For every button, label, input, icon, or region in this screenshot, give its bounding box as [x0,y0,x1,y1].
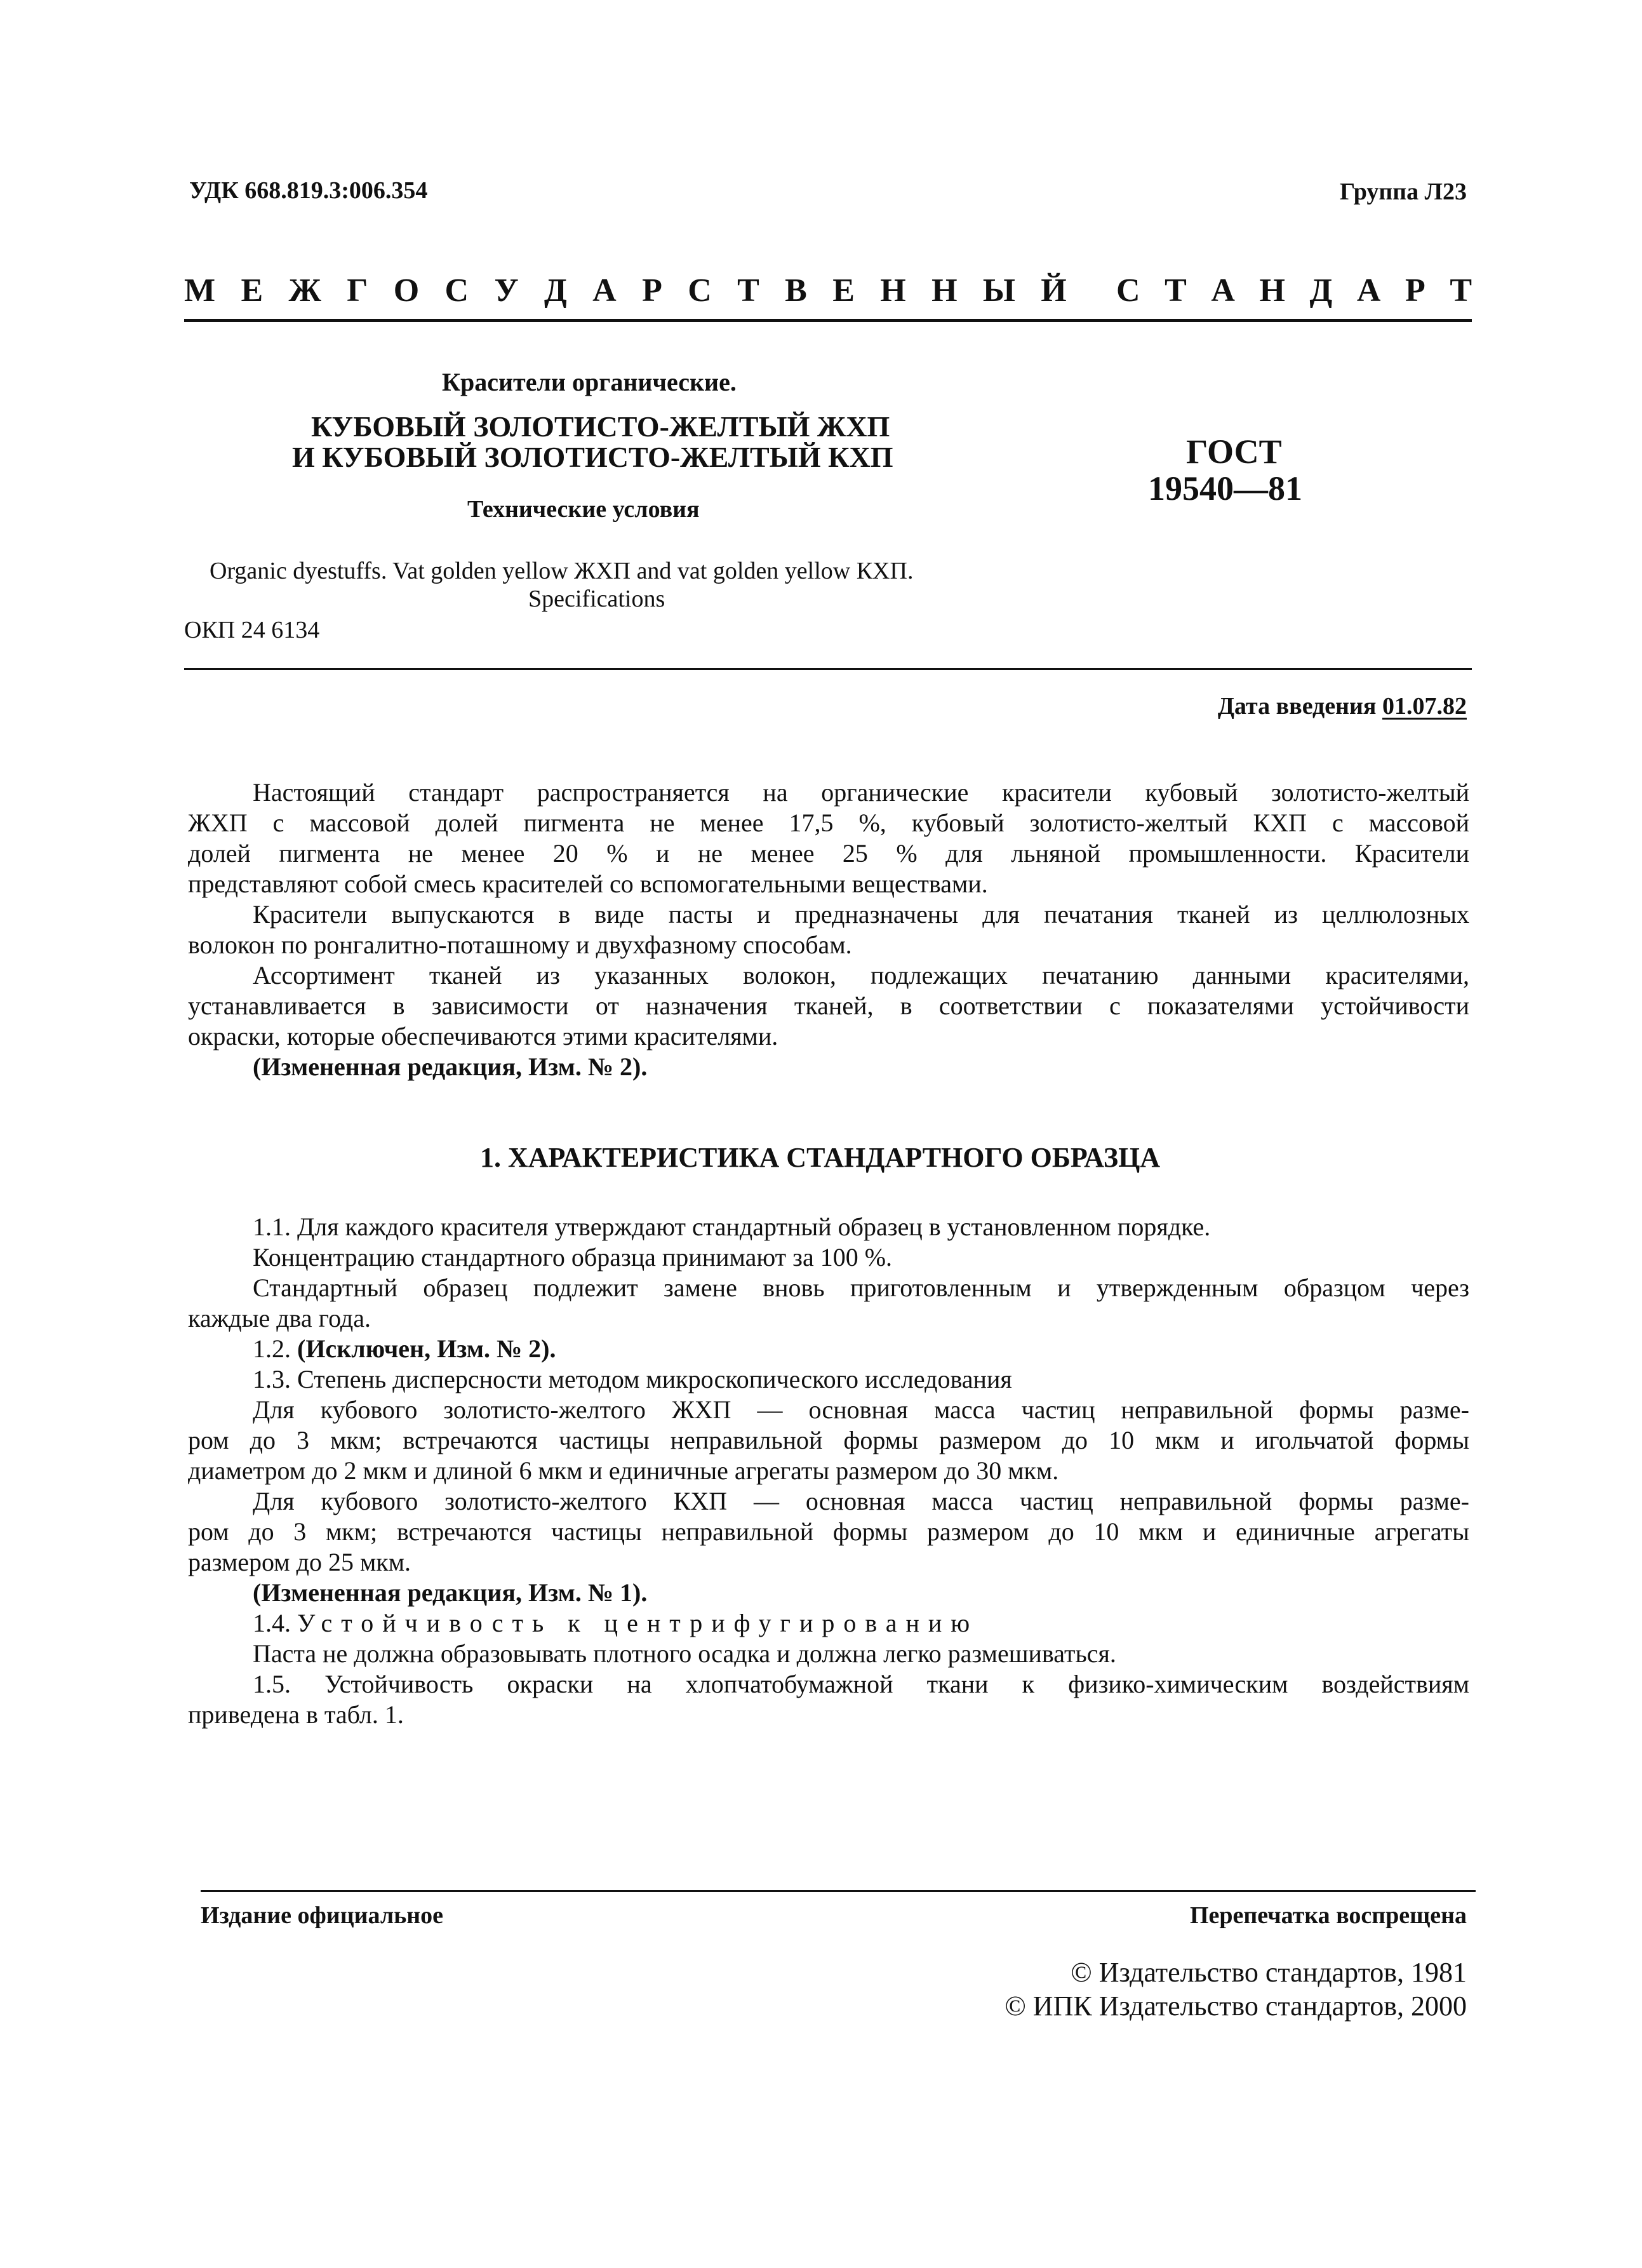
effective-date-value: 01.07.82 [1382,693,1467,720]
effective-date [1218,692,1467,720]
heading-letter: Н [931,272,958,309]
paragraph-line: каждые два года. [188,1304,371,1332]
intro-paragraph-2 [188,899,1469,960]
title-rule [184,668,1472,670]
okp-code: ОКП 24 6134 [184,617,320,643]
footer-rule [201,1890,1476,1892]
official-edition: Издание официальное [201,1902,444,1929]
clause-1-3: 1.3. Степень дисперсности методом микроскопического исследования [253,1365,1012,1393]
paragraph-line: Красители выпускаются в виде пасты и предназначены для печатания тканей из целлюлозных [253,900,1469,929]
copyright-1981: © Издательство стандартов, 1981 [1071,1957,1467,1988]
paragraph-line: Стандартный образец подлежит замене вновь приготовленным и утвержденным образцом через [253,1273,1469,1302]
heading-letter: С [444,272,469,309]
clause-1-4-number: 1.4. [253,1609,291,1637]
copyright-2000: © ИПК Издательство стандартов, 2000 [1005,1990,1467,2022]
paragraph-line: Для кубового золотисто-желтого ЖХП — основная масса частиц неправильной формы разме- [253,1395,1469,1424]
heading-letter: У [494,272,519,309]
heading-letter: Д [1309,272,1333,309]
clause-1-4-text: Паста не должна образовывать плотного осадка и должна легко размешиваться. [253,1639,1116,1668]
clause-1-2 [253,1334,1534,1364]
heading-letter: Е [241,272,264,309]
paragraph-line: диаметром до 2 мкм и длиной 6 мкм и единичные агрегаты размером до 30 мкм. [188,1456,1059,1485]
paragraph-line: Для кубового золотисто-желтого КХП — основная масса частиц неправильной формы разме- [253,1487,1469,1515]
heading-letter: М [184,272,216,309]
udk-code: УДК 668.819.3:006.354 [189,177,428,204]
paragraph-line: долей пигмента не менее 20 % и не менее 25 % для льняной промышленности. Красители [188,839,1469,868]
clause-1-3-amendment: (Измененная редакция, Изм. № 1). [253,1578,648,1607]
paragraph-line: волокон по ронгалитно-поташному и двухфазному способам. [188,930,852,959]
paragraph-line: приведена в табл. 1. [188,1700,404,1729]
heading-letter: Ы [982,272,1015,309]
paragraph-line: размером до 25 мкм. [188,1548,411,1576]
standard-word [1116,272,1472,309]
heading-letter: С [688,272,712,309]
clause-1-1: 1.1. Для каждого красителя утверждают стандартный образец в установленном порядке. [253,1212,1211,1241]
heading-letter: Д [544,272,567,309]
english-title-line-2: Specifications [528,586,665,612]
paragraph-line: окраски, которые обеспечиваются этими красителями. [188,1022,778,1050]
title-line-2: И КУБОВЫЙ ЗОЛОТИСТО-ЖЕЛТЫЙ КХП [292,441,893,473]
heading-letter: А [1211,272,1235,309]
product-category: Красители органические. [442,368,737,396]
heading-letter: Р [1405,272,1425,309]
heading-letter: Р [642,272,662,309]
clause-1-3-khp [188,1486,1469,1578]
clause-1-2-number: 1.2. [253,1334,291,1363]
intro-amendment: (Измененная редакция, Изм. № 2). [253,1052,648,1081]
heading-letter: Т [737,272,759,309]
clause-1-1-concentration: Концентрацию стандартного образца принимают за 100 %. [253,1243,893,1272]
heading-letter: А [1356,272,1381,309]
clause-1-1-replacement [188,1273,1469,1334]
paragraph-line: ЖХП с массовой долей пигмента не менее 17,5 %, кубовый золотисто-желтый КХП с массовой [188,809,1469,837]
header-rule [184,319,1472,322]
english-title-line-1: Organic dyestuffs. Vat golden yellow ЖХП and vat golden yellow КХП. [210,558,914,584]
paragraph-line: представляют собой смесь красителей со вспомогательными веществами. [188,869,988,898]
paragraph-line: 1.5. Устойчивость окраски на хлопчатобумажной ткани к физико-химическим воздействиям [253,1670,1469,1698]
paragraph-line: ром до 3 мкм; встречаются частицы неправильной формы размером до 10 мкм и игольчатой формы [188,1426,1469,1454]
heading-letter: Г [347,272,368,309]
heading-letter: С [1116,272,1140,309]
reprint-prohibited: Перепечатка воспрещена [1189,1902,1467,1929]
heading-letter: Т [1165,272,1187,309]
title-subtitle: Технические условия [467,496,700,523]
heading-letter: Й [1041,272,1067,309]
heading-letter: А [592,272,617,309]
paragraph-line: устанавливается в зависимости от назначения тканей, в соответствии с показателями устойчивости [188,991,1469,1020]
heading-letter: Е [832,272,855,309]
paragraph-line: Настоящий стандарт распространяется на органические красители кубовый золотисто-желтый [253,778,1469,807]
clause-1-4-title: Устойчивость к центрифугированию [297,1609,979,1637]
paragraph-line: Ассортимент тканей из указанных волокон, подлежащих печатанию данными красителями, [253,961,1469,990]
intro-paragraph-1 [188,777,1469,899]
heading-letter: Ж [288,272,321,309]
intro-paragraph-3 [188,960,1469,1052]
heading-letter: В [785,272,807,309]
heading-letter: Т [1450,272,1472,309]
clause-1-4 [253,1608,1534,1639]
effective-date-label: Дата введения [1217,693,1377,720]
heading-letter: Н [1259,272,1285,309]
clause-1-3-zhkhp [188,1395,1469,1486]
heading-letter: Н [880,272,906,309]
interstate-standard-heading [184,272,1472,309]
gost-number: 19540—81 [1148,469,1302,507]
clause-1-2-excluded: (Исключен, Изм. № 2). [297,1334,556,1363]
interstate-word [184,272,1067,309]
heading-letter: О [393,272,420,309]
group-code: Группа Л23 [1339,178,1467,205]
gost-label: ГОСТ [1186,433,1282,471]
paragraph-line: ром до 3 мкм; встречаются частицы неправильной формы размером до 10 мкм и единичные агрегаты [188,1517,1469,1546]
clause-1-5 [188,1669,1469,1730]
title-line-1: КУБОВЫЙ ЗОЛОТИСТО-ЖЕЛТЫЙ ЖХП [311,410,890,443]
section-1-heading: 1. ХАРАКТЕРИСТИКА СТАНДАРТНОГО ОБРАЗЦА [480,1142,1161,1173]
